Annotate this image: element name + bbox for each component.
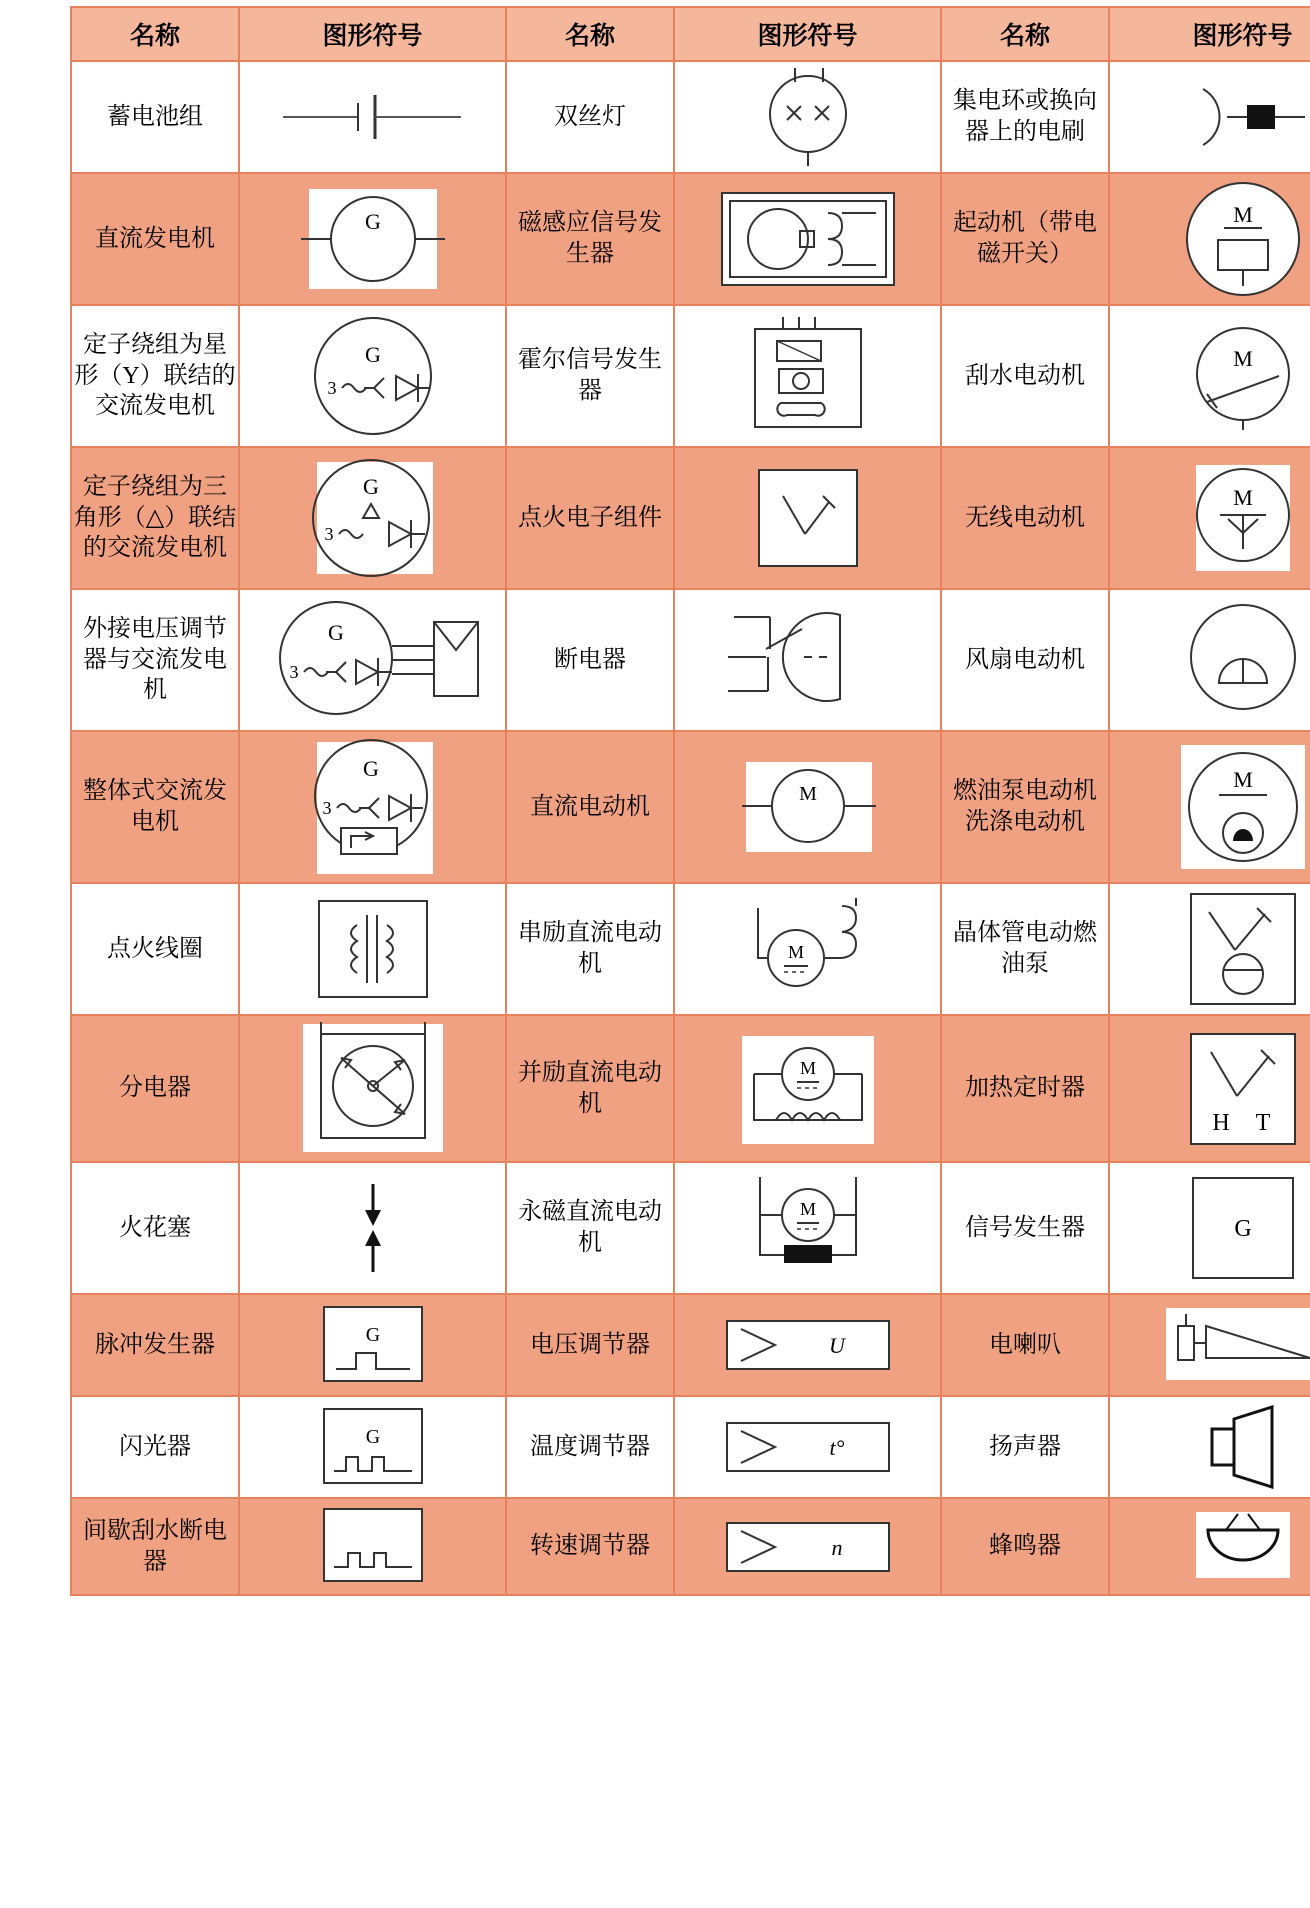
table-row <box>71 589 1310 731</box>
symbol-name: 加热定时器 <box>941 1015 1109 1162</box>
symbol-name: 晶体管电动燃油泵 <box>941 883 1109 1015</box>
electrical-symbol-table <box>70 6 1310 1596</box>
integral-ac-generator-symbol <box>239 731 506 883</box>
table-row <box>71 1396 1310 1498</box>
symbol-name: 定子绕组为三角形（△）联结的交流发电机 <box>71 447 239 589</box>
symbol-name: 脉冲发生器 <box>71 1294 239 1396</box>
svg-text:G: G <box>365 1324 379 1346</box>
shunt-dc-motor-symbol <box>674 1015 941 1162</box>
spark-plug-symbol <box>239 1162 506 1294</box>
symbol-name: 无线电动机 <box>941 447 1109 589</box>
svg-text:H: H <box>1212 1110 1229 1136</box>
hall-signal-generator-symbol <box>674 305 941 447</box>
table-row <box>71 883 1310 1015</box>
table-row <box>71 1162 1310 1294</box>
symbol-name: 直流发电机 <box>71 173 239 305</box>
header-name-3: 名称 <box>941 7 1109 61</box>
permanent-magnet-dc-motor-symbol <box>674 1162 941 1294</box>
svg-text:M: M <box>787 942 803 962</box>
svg-text:U: U <box>829 1333 847 1358</box>
header-name-2: 名称 <box>506 7 674 61</box>
svg-text:M: M <box>1233 346 1253 371</box>
slip-ring-brush-symbol <box>1109 61 1310 173</box>
symbol-name: 电喇叭 <box>941 1294 1109 1396</box>
loudspeaker-symbol <box>1109 1396 1310 1498</box>
symbol-name: 闪光器 <box>71 1396 239 1498</box>
fan-motor-symbol <box>1109 589 1310 731</box>
header-symbol-2: 图形符号 <box>674 7 941 61</box>
symbol-name: 蜂鸣器 <box>941 1498 1109 1595</box>
symbol-name: 断电器 <box>506 589 674 731</box>
svg-text:M: M <box>1233 767 1253 792</box>
symbol-name: 永磁直流电动机 <box>506 1162 674 1294</box>
ac-generator-star-symbol <box>239 305 506 447</box>
contact-breaker-symbol <box>674 589 941 731</box>
symbol-name: 电压调节器 <box>506 1294 674 1396</box>
table-row <box>71 1294 1310 1396</box>
header-symbol-1: 图形符号 <box>239 7 506 61</box>
wireless-motor-symbol <box>1109 447 1310 589</box>
symbol-name: 定子绕组为星形（Y）联结的交流发电机 <box>71 305 239 447</box>
table-header-row <box>71 7 1310 61</box>
svg-text:3: 3 <box>327 378 336 398</box>
header-name-1: 名称 <box>71 7 239 61</box>
svg-text:G: G <box>365 209 381 234</box>
symbol-name: 外接电压调节器与交流发电机 <box>71 589 239 731</box>
flasher-symbol <box>239 1396 506 1498</box>
ignition-coil-symbol <box>239 883 506 1015</box>
svg-text:G: G <box>1234 1216 1251 1242</box>
heating-timer-symbol <box>1109 1015 1310 1162</box>
symbol-name: 燃油泵电动机洗涤电动机 <box>941 731 1109 883</box>
symbol-name: 信号发生器 <box>941 1162 1109 1294</box>
svg-text:M: M <box>799 1058 815 1078</box>
svg-text:3: 3 <box>324 524 333 544</box>
svg-text:n: n <box>831 1535 842 1560</box>
symbol-name: 磁感应信号发生器 <box>506 173 674 305</box>
external-regulator-ac-generator-symbol <box>239 589 506 731</box>
symbol-name: 间歇刮水断电器 <box>71 1498 239 1595</box>
symbol-name: 双丝灯 <box>506 61 674 173</box>
svg-text:G: G <box>328 620 344 645</box>
table-row <box>71 447 1310 589</box>
symbol-name: 温度调节器 <box>506 1396 674 1498</box>
svg-text:3: 3 <box>322 798 331 818</box>
pulse-generator-symbol <box>239 1294 506 1396</box>
symbol-name: 转速调节器 <box>506 1498 674 1595</box>
table-row <box>71 61 1310 173</box>
svg-text:M: M <box>1233 202 1253 227</box>
buzzer-symbol <box>1109 1498 1310 1595</box>
symbol-name: 串励直流电动机 <box>506 883 674 1015</box>
signal-generator-symbol <box>1109 1162 1310 1294</box>
symbol-name: 霍尔信号发生器 <box>506 305 674 447</box>
symbol-name: 并励直流电动机 <box>506 1015 674 1162</box>
symbol-name: 刮水电动机 <box>941 305 1109 447</box>
wiper-motor-symbol <box>1109 305 1310 447</box>
symbol-name: 集电环或换向器上的电刷 <box>941 61 1109 173</box>
series-dc-motor-symbol <box>674 883 941 1015</box>
header-symbol-3: 图形符号 <box>1109 7 1310 61</box>
svg-text:M: M <box>799 1199 815 1219</box>
table-body <box>71 61 1310 1595</box>
symbol-name: 点火电子组件 <box>506 447 674 589</box>
symbol-name: 火花塞 <box>71 1162 239 1294</box>
fuel-pump-washer-motor-symbol <box>1109 731 1310 883</box>
symbol-name: 点火线圈 <box>71 883 239 1015</box>
svg-text:G: G <box>363 756 379 781</box>
voltage-regulator-symbol <box>674 1294 941 1396</box>
ignition-electronic-module-symbol <box>674 447 941 589</box>
svg-text:t°: t° <box>829 1435 844 1460</box>
symbol-table-sheet <box>0 6 1310 1908</box>
starter-motor-with-solenoid-symbol <box>1109 173 1310 305</box>
temperature-regulator-symbol <box>674 1396 941 1498</box>
speed-regulator-symbol <box>674 1498 941 1595</box>
symbol-name: 分电器 <box>71 1015 239 1162</box>
table-row <box>71 173 1310 305</box>
svg-text:G: G <box>363 474 379 499</box>
svg-text:3: 3 <box>289 662 298 682</box>
distributor-symbol <box>239 1015 506 1162</box>
symbol-name: 整体式交流发电机 <box>71 731 239 883</box>
table-row <box>71 1498 1310 1595</box>
svg-text:G: G <box>365 342 381 367</box>
table-row <box>71 731 1310 883</box>
transistor-electric-fuel-pump-symbol <box>1109 883 1310 1015</box>
svg-text:G: G <box>365 1426 379 1448</box>
symbol-name: 直流电动机 <box>506 731 674 883</box>
svg-text:M: M <box>1233 485 1253 510</box>
symbol-name: 起动机（带电磁开关） <box>941 173 1109 305</box>
magnetic-induction-signal-generator-symbol <box>674 173 941 305</box>
table-row <box>71 305 1310 447</box>
battery-pack-symbol <box>239 61 506 173</box>
ac-generator-delta-symbol <box>239 447 506 589</box>
dc-generator-symbol <box>239 173 506 305</box>
electric-horn-symbol <box>1109 1294 1310 1396</box>
dual-filament-lamp-symbol <box>674 61 941 173</box>
symbol-name: 扬声器 <box>941 1396 1109 1498</box>
intermittent-wiper-breaker-symbol <box>239 1498 506 1595</box>
symbol-name: 风扇电动机 <box>941 589 1109 731</box>
svg-text:T: T <box>1255 1110 1270 1136</box>
table-row <box>71 1015 1310 1162</box>
dc-motor-symbol <box>674 731 941 883</box>
symbol-name: 蓄电池组 <box>71 61 239 173</box>
table-header <box>71 7 1310 61</box>
svg-text:M: M <box>799 783 817 805</box>
